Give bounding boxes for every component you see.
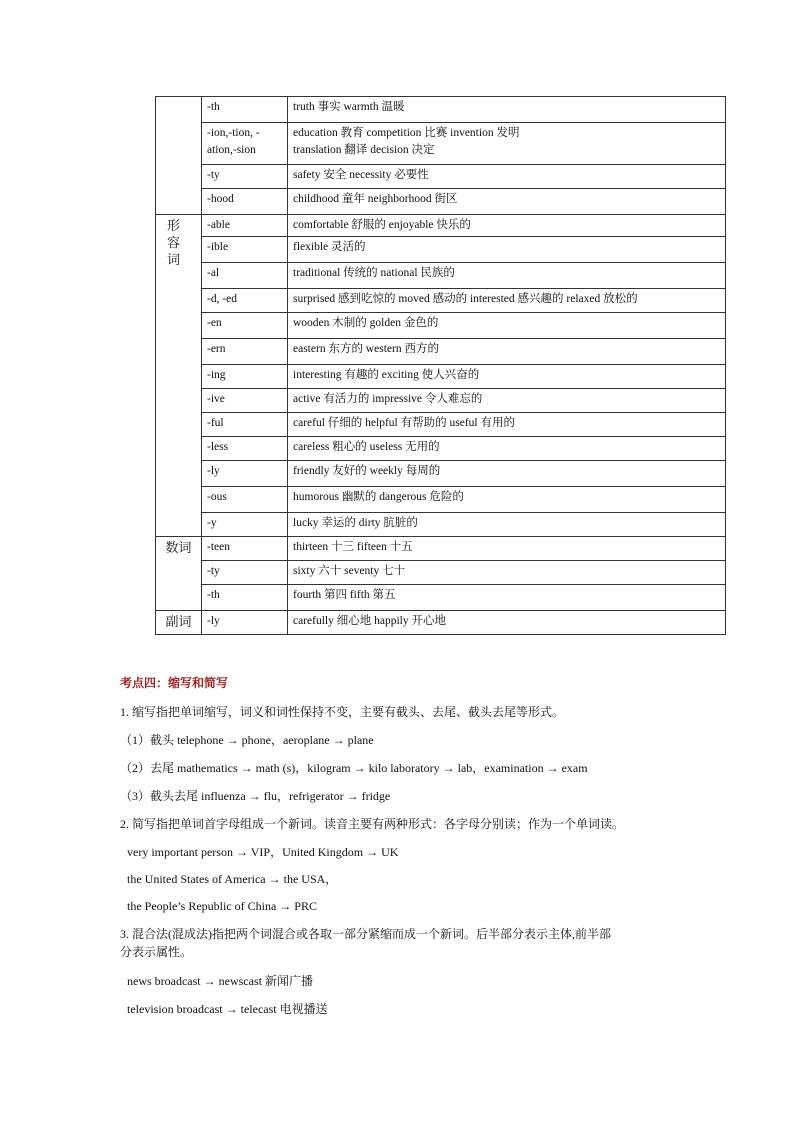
suffix-cell: -ly — [202, 461, 288, 487]
example-line: thirteen 十三 fifteen 十五 — [293, 541, 413, 553]
examples-cell — [288, 487, 726, 513]
table-row — [156, 289, 726, 313]
example-line: translation 翻译 decision 决定 — [293, 144, 435, 156]
suffix-cell: -ly — [202, 611, 288, 635]
item3-example-1: news broadcast → newscast 新闻广播 — [127, 974, 313, 988]
example-line: active 有活力的 impressive 令人难忘的 — [293, 393, 483, 405]
table-row — [156, 389, 726, 413]
table-row — [156, 413, 726, 437]
suffix-cell: -y — [202, 513, 288, 537]
table-row — [156, 365, 726, 389]
category-cell — [156, 537, 202, 611]
examples-cell — [288, 263, 726, 289]
example-line: interesting 有趣的 exciting 使人兴奋的 — [293, 369, 480, 381]
table-row — [156, 437, 726, 461]
examples-cell — [288, 461, 726, 487]
suffix-cell: -ing — [202, 365, 288, 389]
table-row — [156, 313, 726, 339]
table-row — [156, 165, 726, 189]
table-row — [156, 513, 726, 537]
example-line: careful 仔细的 helpful 有帮助的 useful 有用的 — [293, 417, 515, 429]
table-row — [156, 585, 726, 611]
item3-text-line1: 3. 混合法(混成法)指把两个词混合或各取一部分紧缩而成一个新词。后半部分表示主体,前半部 — [120, 927, 611, 941]
table-row — [156, 97, 726, 123]
examples-cell — [288, 389, 726, 413]
example-line: humorous 幽默的 dangerous 危险的 — [293, 491, 464, 503]
example-line: carefully 细心地 happily 开心地 — [293, 615, 446, 627]
item2-example-1: very important person → VIP，United Kingdom → UK — [127, 845, 399, 859]
category-label: 形 容 词 — [167, 218, 191, 267]
examples-cell — [288, 561, 726, 585]
suffix-cell: -ible — [202, 237, 288, 263]
suffix-cell: -ern — [202, 339, 288, 365]
table-row — [156, 237, 726, 263]
examples-cell — [288, 611, 726, 635]
example-line: surprised 感到吃惊的 moved 感动的 interested 感兴趣的 relaxed 放松的 — [293, 293, 638, 305]
examples-cell — [288, 289, 726, 313]
example-line: lucky 幸运的 dirty 肮脏的 — [293, 517, 418, 529]
examples-cell — [288, 413, 726, 437]
suffix-cell: -al — [202, 263, 288, 289]
suffix-cell: -ty — [202, 165, 288, 189]
item1-example-truncation-both: （3）截头去尾 influenza → flu，refrigerator → fridge — [120, 789, 391, 803]
example-line: careless 粗心的 useless 无用的 — [293, 441, 440, 453]
item1-text: 1. 缩写指把单词缩写，词义和词性保持不变，主要有截头、去尾、截头去尾等形式。 — [120, 705, 565, 719]
table-row — [156, 487, 726, 513]
example-line: comfortable 舒服的 enjoyable 快乐的 — [293, 219, 471, 231]
item1-example-truncation-front: （1）截头 telephone → phone，aeroplane → plane — [120, 733, 374, 747]
suffix-table — [155, 96, 726, 635]
table-row — [156, 611, 726, 635]
category-cell — [156, 611, 202, 635]
suffix-cell: -teen — [202, 537, 288, 561]
examples-cell — [288, 437, 726, 461]
examples-cell — [288, 313, 726, 339]
suffix-cell: -ty — [202, 561, 288, 585]
table-row — [156, 215, 726, 237]
item3-text-line2: 分表示属性。 — [120, 945, 193, 959]
example-line: traditional 传统的 national 民族的 — [293, 267, 455, 279]
item1-example-truncation-end: （2）去尾 mathematics → math (s)，kilogram → kilo laboratory → lab，examination → exam — [120, 761, 588, 775]
example-line: childhood 童年 neighborhood 街区 — [293, 193, 458, 205]
item3-example-2: television broadcast → telecast 电视播送 — [127, 1002, 328, 1016]
table-row — [156, 189, 726, 215]
suffix-cell: -hood — [202, 189, 288, 215]
examples-cell — [288, 123, 726, 165]
examples-cell — [288, 365, 726, 389]
example-line: education 教育 competition 比赛 invention 发明 — [293, 127, 520, 139]
suffix-cell: -ous — [202, 487, 288, 513]
examples-cell — [288, 237, 726, 263]
table-row — [156, 561, 726, 585]
table-row — [156, 339, 726, 365]
examples-cell — [288, 165, 726, 189]
section-heading: 考点四：缩写和简写 — [120, 676, 229, 690]
examples-cell — [288, 339, 726, 365]
examples-cell — [288, 97, 726, 123]
examples-cell — [288, 585, 726, 611]
item2-example-3: the People’s Republic of China → PRC — [127, 899, 317, 913]
example-line: sixty 六十 seventy 七十 — [293, 565, 406, 577]
example-line: safety 安全 necessity 必要性 — [293, 169, 429, 181]
suffix-cell: -th — [202, 97, 288, 123]
table-row — [156, 461, 726, 487]
category-label: 数词 — [165, 540, 192, 555]
examples-cell — [288, 537, 726, 561]
suffix-cell: -d, -ed — [202, 289, 288, 313]
suffix-cell: -able — [202, 215, 288, 237]
examples-cell — [288, 513, 726, 537]
examples-cell — [288, 189, 726, 215]
suffix-cell: -ive — [202, 389, 288, 413]
suffix-cell: -ion,-tion, -ation,-sion — [202, 123, 288, 165]
table-row — [156, 537, 726, 561]
examples-cell — [288, 215, 726, 237]
suffix-cell: -en — [202, 313, 288, 339]
item2-text: 2. 简写指把单词首字母组成一个新词。读音主要有两种形式：各字母分别读；作为一个单词读。 — [120, 817, 625, 831]
table-row — [156, 123, 726, 165]
suffix-cell: -less — [202, 437, 288, 461]
example-line: truth 事实 warmth 温暖 — [293, 101, 405, 113]
example-line: eastern 东方的 western 西方的 — [293, 343, 439, 355]
category-label: 副词 — [165, 614, 192, 629]
suffix-cell: -ful — [202, 413, 288, 437]
category-cell — [156, 97, 202, 215]
example-line: flexible 灵活的 — [293, 241, 366, 253]
example-line: friendly 友好的 weekly 每周的 — [293, 465, 441, 477]
table-row — [156, 263, 726, 289]
example-line: wooden 木制的 golden 金色的 — [293, 317, 439, 329]
category-cell — [156, 215, 202, 537]
example-line: fourth 第四 fifth 第五 — [293, 589, 396, 601]
suffix-cell: -th — [202, 585, 288, 611]
item2-example-2: the United States of America → the USA， — [127, 872, 338, 886]
